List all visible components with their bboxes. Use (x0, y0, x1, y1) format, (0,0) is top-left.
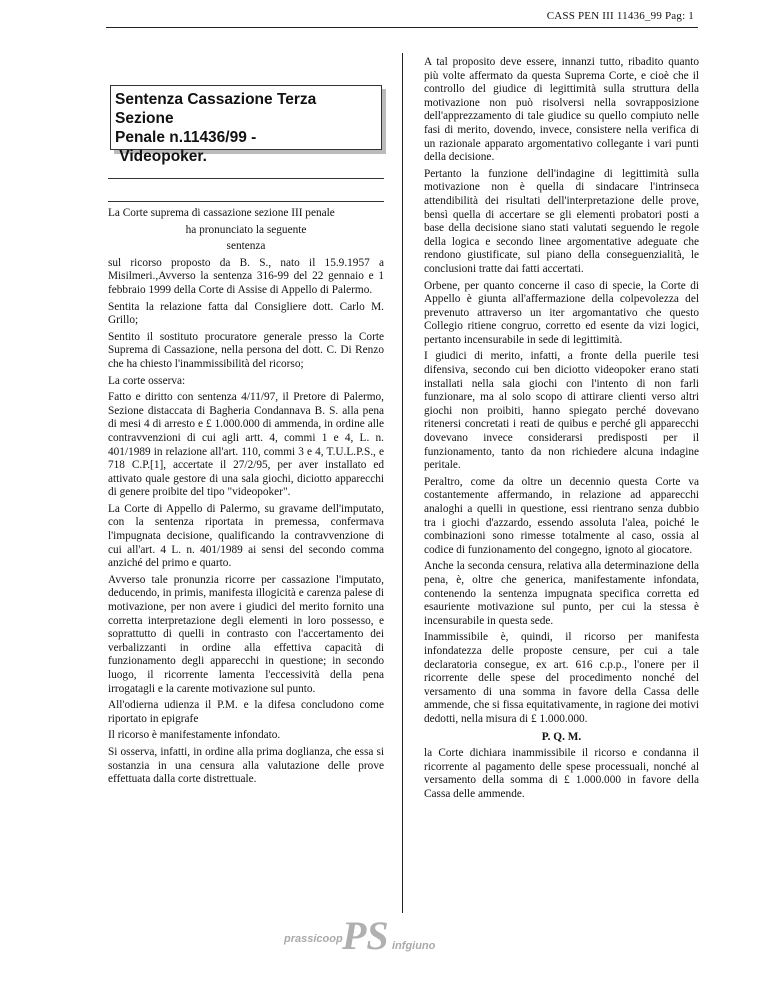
paragraph: Il ricorso è manifestamente infondato. (108, 729, 281, 742)
title-line-3: Videopoker. (115, 148, 207, 165)
paragraph: Sentita la relazione fatta dal Consigliere dott. Carlo M. Grillo; (108, 300, 384, 327)
paragraph: sul ricorso proposto da B. S., nato il 15.9.1957 a Misilmeri.,Avverso la sentenza 316-99 del 22 gennaio e 1 febbraio 1999 della Corte di Assise di Appello di Palermo. (108, 256, 384, 296)
separator-rule (108, 178, 384, 179)
paragraph: la Corte dichiara inammissibile il ricorso e condanna il ricorrente al pagamento delle spese processuali, nonché al versamento della somma di £ 1.000.000 in favore della Cassa delle ammende. (424, 747, 699, 800)
footer-logo (284, 913, 494, 973)
title-box (110, 85, 382, 165)
paragraph: Inammissibile è, quindi, il ricorso per manifesta infondatezza delle proposte censure, per cui a tale declaratoria consegue, ex art. 616 c.p.p., l'onere per il ricorrente delle spese del procedimento nonché del versamento di una somma in favore della Cassa delle ammende, che si fissa equitativamente, in ragione dei motivi dedotti, nella misura di £ 1.000.000. (424, 631, 699, 725)
separator-rule (108, 201, 384, 202)
logo-text-left: prassicoop (284, 933, 343, 945)
paragraph: Fatto e diritto con sentenza 4/11/97, il Pretore di Palermo, Sezione distaccata di Bagheria Condannava B. S. alla pena di mesi 4 di arresto e £ 1.000.000 di ammenda, in ordine alle contravvenzioni di cui agli artt. 4, commi 1 e 4, L. n. 401/1989 in relazione all'art. 110, commi 3 e 4, T.U.L.P.S., e 718 C.P.[1], accertate il 27/2/95, per aver installato ed attivato quale gestore di una sala giochi, diciotto apparecchi di genere proibite del tipo "videopoker". (108, 391, 384, 499)
pqm-heading: P. Q. M. (541, 730, 582, 743)
paragraph: Orbene, per quanto concerne il caso di specie, la Corte di Appello è giunta all'affermazione della colpevolezza del prevenuto attraverso un iter argomantativo che questo Collegio ritiene congruo, corretto ed esente da vizi logici, pertanto incensurabile in sede di legittimità. (424, 279, 699, 346)
right-column (424, 56, 699, 804)
paragraph: La corte osserva: (108, 374, 186, 387)
paragraph: Anche la seconda censura, relativa alla determinazione della pena, è, oltre che generica, manifestamente infondata, contenendo la sentenza impugnata specifica corretta ed esauriente motivazione sul punto, per cui la stessa è incensurabile in questa sede. (424, 560, 699, 627)
logo-text-right: infgiuno (392, 940, 436, 952)
ps-logo-icon (340, 913, 396, 973)
paragraph: Si osserva, infatti, in ordine alla prima doglianza, che essa si sostanzia in una censura alla valutazione delle prove effettuata dalla corte distrettuale. (108, 745, 384, 786)
column-divider (402, 53, 403, 913)
title-line-2: Penale n.11436/99 - (115, 129, 257, 146)
header-rule (106, 27, 698, 28)
left-column (108, 207, 384, 790)
paragraph: Pertanto la funzione dell'indagine di legittimità sulla motivazione non è quella di sindacare l'intrinseca attendibilità dei risultati dell'interpretazione delle prove, bensì quella di accertare se gli elementi probatori posti a base della decisione siano stati valutati seguendo le regole della logica e secondo linee argomentative adeguate che rendono giustificate, sul piano della conseguenzialità, le conclusioni tratte dai fatti accertati. (424, 167, 699, 275)
paragraph: Sentito il sostituto procuratore generale presso la Corte Suprema di Cassazione, nella persona del dott. C. Di Renzo che ha chiesto l'inammissibilità del ricorso; (108, 330, 384, 370)
document-title (115, 90, 377, 166)
page-header: CASS PEN III 11436_99 Pag: 1 (546, 10, 694, 22)
court-line: La Corte suprema di cassazione sezione III penale (108, 207, 335, 219)
paragraph: I giudici di merito, infatti, a fronte della puerile tesi difensiva, secondo cui ben diciotto videopoker erano stati installati nella sala giochi con l'intento di non farli funzionare, ma al solo scopo di attirare clienti verso altri giochi non proibiti, hanno spiegato perché dovevano ritenersi concretati i reati de quibus e perché gli apparecchi dovevano invece considerarsi predisposti per il funzionamento, tanto da non richiedere alcuna indagine peritale. (424, 350, 699, 472)
paragraph: La Corte di Appello di Palermo, su gravame dell'imputato, con la sentenza riportata in premessa, confermava l'impugnata decisione, qualificando la contravvenzione di cui all'art. 4 L. n. 401/1989 ai sensi del secondo comma anziché del primo e quarto. (108, 502, 384, 570)
logo-letters: PS (342, 913, 389, 958)
title-line-1: Sentenza Cassazione Terza Sezione (115, 91, 317, 127)
paragraph: All'odierna udienza il P.M. e la difesa concludono come riportato in epigrafe (108, 699, 384, 725)
paragraph: Peraltro, come da oltre un decennio questa Corte va costantemente affermando, in relazione ad apparecchi analoghi a quelli in questione, essi rientrano senza dubbio tra i giochi d'azzardo, essendo assoluta l'alea, poiché le combinazioni sono rimesse totalmente al caso, ossia al codice di funzionamento del congegno, ignoto al giocatore. (424, 475, 699, 556)
paragraph: Avverso tale pronunzia ricorre per cassazione l'imputato, deducendo, in primis, manifesta illogicità e carenza palese di motivazione, per non avere i giudici del merito fornito una corretta interpretazione degli elementi in loro possesso, e soprattutto di quelli in contrasto con l'accertamento dei verbalizzanti in ordine alla effettiva capacità di funzionamento degli apparecchi in questione; in secondo luogo, il ricorrente lamenta l'eccessività della pena irrogatagli e la carente motivazione sul punto. (108, 573, 384, 695)
pronounced-line: ha pronunciato la seguente (185, 223, 307, 236)
paragraph: A tal proposito deve essere, innanzi tutto, ribadito quanto più volte affermato da questa Suprema Corte, e cioè che il controllo del giudice di legittimità sulla struttura della motivazione non può risolversi nella sovrapposizione dell'apprezzamento di tale giudice su quello compiuto nelle fasi di merito, dovendo, invece, consistere nella verifica di un razionale apparato argomentativo collegante i vari punti della decisione. (424, 56, 699, 164)
sentence-heading: sentenza (226, 240, 266, 253)
